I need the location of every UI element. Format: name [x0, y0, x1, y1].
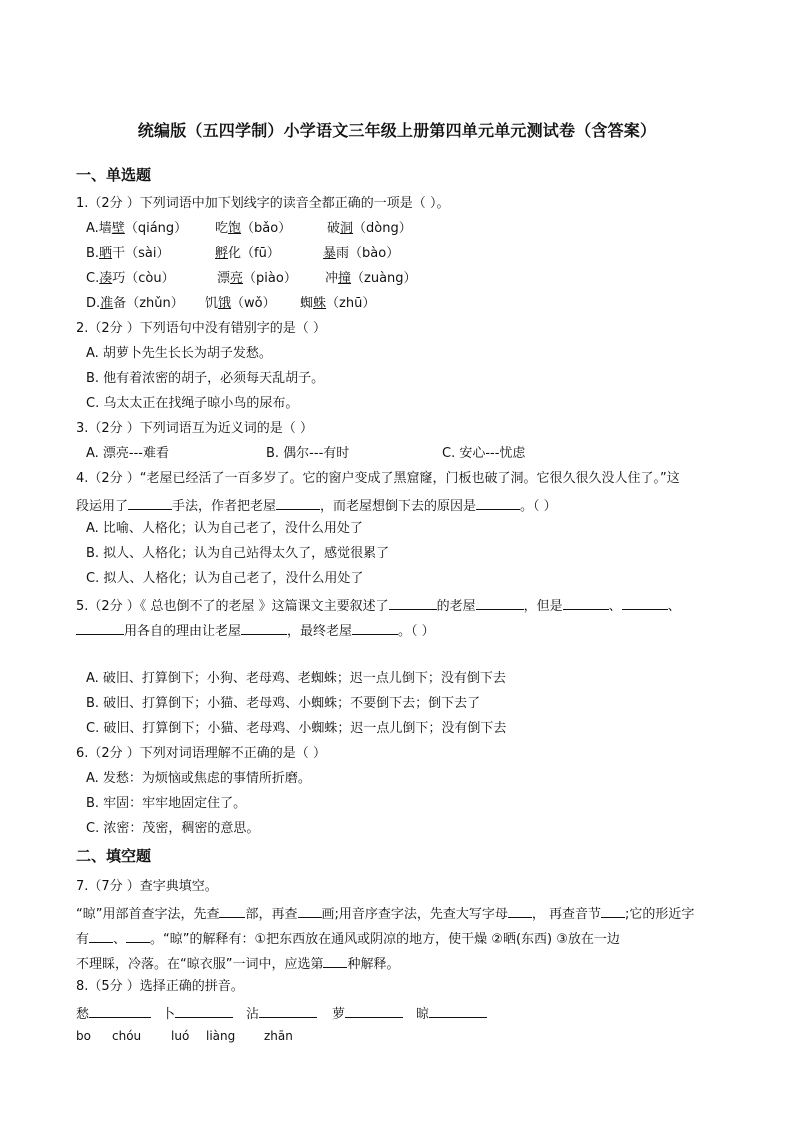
q1-option-d-word3: 蜘蛛（zhū） — [300, 296, 376, 311]
question-5-stem-line2: 用各自的理由让老屋 ，最终老屋 。（ ） — [76, 620, 435, 641]
question-5-stem-line1: 5.（2分 ）《 总也倒不了的老屋 》这篇课文主要叙述了 的老屋 ，但是 、 、 — [76, 595, 681, 616]
pinyin-option-5: zhān — [264, 1029, 293, 1043]
q1-option-d-word2: 饥饿（wǒ） — [205, 296, 276, 311]
q1-option-a: A.墙壁（qiáng） — [86, 221, 188, 236]
blank[interactable] — [128, 495, 172, 510]
q5-option-a: A. 破旧、打算倒下；小狗、老母鸡、老蜘蛛；迟一点儿倒下；没有倒下去 — [86, 671, 506, 686]
section-heading-single-choice: 一、单选题 — [76, 166, 152, 184]
q6-option-b: B. 牢固：牢牢地固定住了。 — [86, 796, 247, 811]
q1-option-a-word3: 破洞（dòng） — [327, 221, 412, 236]
q3-option-c: C. 安心---忧虑 — [442, 446, 526, 461]
q1-option-c-word3: 冲撞（zuàng） — [325, 271, 417, 286]
blank[interactable] — [622, 595, 668, 610]
section-heading-fill-in: 二、填空题 — [76, 847, 152, 865]
q4-option-a: A. 比喻、人格化；认为自己老了，没什么用处了 — [86, 521, 363, 536]
blank[interactable] — [323, 953, 347, 968]
q1-option-c: C.凑巧（còu） — [86, 271, 175, 286]
q1-option-a-word2: 吃饱（bǎo） — [215, 221, 292, 236]
blank[interactable] — [389, 595, 437, 610]
question-3-stem: 3.（2分 ）下列词语互为近义词的是（ ） — [76, 421, 313, 436]
q8-char-4: 萝 — [332, 1003, 403, 1024]
question-7-line2: 有 、 。“晾”的解释有：①把东西放在通风或阴凉的地方，使干燥 ②晒(东西) ③放在一边 — [76, 928, 620, 949]
pinyin-option-3: luó — [171, 1029, 190, 1043]
q3-option-a: A. 漂亮---难看 — [86, 446, 170, 461]
q3-option-b: B. 偶尔---有时 — [266, 446, 350, 461]
blank[interactable] — [89, 928, 113, 943]
question-8-stem: 8.（5分 ）选择正确的拼音。 — [76, 979, 244, 994]
q2-option-b: B. 他有着浓密的胡子，必须每天乱胡子。 — [86, 371, 325, 386]
question-7-line1: “晾”用部首查字法，先查 部，再查 画;用音序查字法，先查大写字母 ， 再查音节 ;它的形近字 — [76, 903, 694, 924]
q5-option-b: B. 破旧、打算倒下；小猫、老母鸡、小蜘蛛；不要倒下去；倒下去了 — [86, 696, 481, 711]
question-4-stem-line2: 段运用了 手法，作者把老屋 ，而老屋想倒下去的原因是 。（ ） — [76, 495, 557, 516]
blank[interactable] — [126, 928, 150, 943]
q5-option-c: C. 破旧、打算倒下；小猫、老母鸡、小蜘蛛；迟一点儿倒下；没有倒下去 — [86, 721, 507, 736]
question-7-line3: 不理睬，冷落。在“晾衣服”一词中，应选第 种解释。 — [76, 953, 400, 974]
q1-option-c-word2: 漂亮（piào） — [217, 271, 297, 286]
q1-option-b-word2: 孵化（fū） — [215, 246, 280, 261]
question-2-stem: 2.（2分 ）下列语句中没有错别字的是（ ） — [76, 321, 326, 336]
blank[interactable] — [429, 1003, 487, 1018]
blank[interactable] — [276, 495, 320, 510]
blank[interactable] — [601, 903, 625, 918]
q2-option-a: A. 胡萝卜先生长长为胡子发愁。 — [86, 346, 272, 361]
blank[interactable] — [476, 595, 524, 610]
blank[interactable] — [476, 495, 520, 510]
question-1-stem: 1.（2分 ）下列词语中加下划线字的读音全都正确的一项是（ ）。 — [76, 196, 450, 211]
blank[interactable] — [241, 620, 287, 635]
pinyin-option-1: bo — [76, 1029, 91, 1043]
blank[interactable] — [175, 1003, 233, 1018]
page-title: 统编版（五四学制）小学语文三年级上册第四单元单元测试卷（含答案） — [137, 121, 657, 140]
blank[interactable] — [508, 903, 532, 918]
blank[interactable] — [345, 1003, 403, 1018]
blank[interactable] — [298, 903, 322, 918]
q8-char-3: 沾 — [246, 1003, 317, 1024]
q1-option-b: B.晒干（sài） — [86, 246, 170, 261]
blank[interactable] — [352, 620, 398, 635]
pinyin-option-2: chóu — [112, 1029, 142, 1043]
q8-char-2: 卜 — [162, 1003, 233, 1024]
blank[interactable] — [259, 1003, 317, 1018]
q1-option-b-word3: 暴雨（bào） — [323, 246, 400, 261]
q4-option-b: B. 拟人、人格化；认为自己站得太久了，感觉很累了 — [86, 546, 390, 561]
q6-option-a: A. 发愁：为烦恼或焦虑的事情所折磨。 — [86, 771, 311, 786]
q2-option-c: C. 乌太太正在找绳子晾小鸟的尿布。 — [86, 396, 299, 411]
q8-char-5: 晾 — [416, 1003, 487, 1024]
blank[interactable] — [89, 1003, 151, 1018]
q1-option-d: D.准备（zhǔn） — [86, 296, 184, 311]
question-6-stem: 6.（2分 ）下列对词语理解不正确的是（ ） — [76, 746, 326, 761]
pinyin-option-4: liàng — [206, 1029, 236, 1043]
q8-char-1: 愁 — [76, 1003, 151, 1024]
question-4-stem-line1: 4.（2分 ）“老屋已经活了一百多岁了。它的窗户变成了黑窟窿，门板也破了洞。它很久很久没人住了。”这 — [76, 471, 680, 486]
q4-option-c: C. 拟人、人格化；认为自己老了，没什么用处了 — [86, 571, 364, 586]
blank[interactable] — [563, 595, 609, 610]
blank[interactable] — [219, 903, 245, 918]
blank[interactable] — [76, 620, 124, 635]
question-7-stem: 7.（7分 ）查字典填空。 — [76, 879, 218, 894]
q6-option-c: C. 浓密：茂密，稠密的意思。 — [86, 821, 260, 836]
